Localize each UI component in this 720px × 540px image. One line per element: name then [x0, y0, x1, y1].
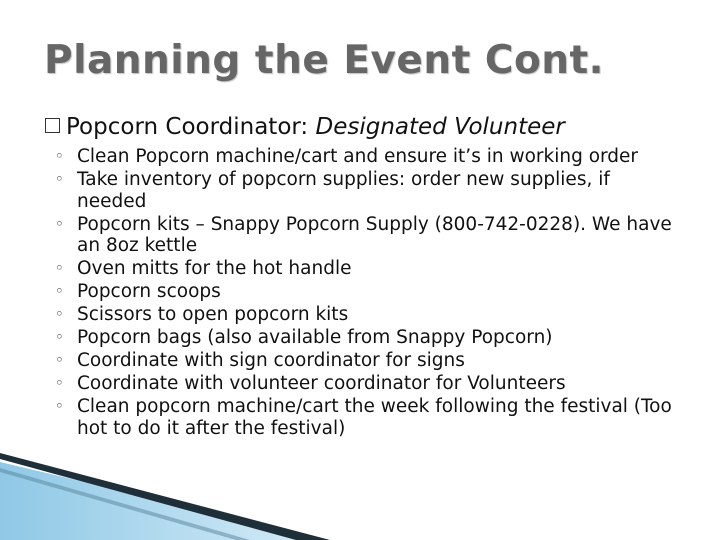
task-list — [55, 146, 675, 441]
list-item-text: Coordinate with sign coordinator for signs — [77, 350, 465, 371]
list-item-text: Popcorn bags (also available from Snappy Popcorn) — [77, 327, 553, 348]
list-item-text: Coordinate with volunteer coordinator for Volunteers — [77, 373, 566, 394]
circle-bullet-icon: ◦ — [55, 305, 64, 323]
circle-bullet-icon: ◦ — [55, 147, 64, 165]
list-item — [55, 396, 675, 439]
list-item-text: Clean Popcorn machine/cart and ensure it’s in working order — [77, 146, 639, 167]
list-item — [55, 350, 675, 372]
circle-bullet-icon: ◦ — [55, 397, 64, 415]
list-item-text: Oven mitts for the hot handle — [77, 258, 352, 279]
circle-bullet-icon: ◦ — [55, 374, 64, 392]
circle-bullet-icon: ◦ — [55, 170, 64, 188]
list-item — [55, 327, 675, 349]
main-bullet-label: Popcorn Coordinator: — [66, 114, 309, 140]
list-item — [55, 169, 675, 212]
list-item — [55, 146, 675, 168]
list-item — [55, 281, 675, 303]
circle-bullet-icon: ◦ — [55, 351, 64, 369]
square-bullet-icon — [45, 118, 60, 133]
circle-bullet-icon: ◦ — [55, 259, 64, 277]
list-item-text: Scissors to open popcorn kits — [77, 304, 349, 325]
circle-bullet-icon: ◦ — [55, 282, 64, 300]
list-item — [55, 258, 675, 280]
circle-bullet-icon: ◦ — [55, 214, 64, 233]
list-item — [55, 373, 675, 395]
list-item — [55, 214, 675, 257]
list-item-text: Popcorn scoops — [77, 281, 221, 302]
list-item — [55, 304, 675, 326]
list-item-text: Popcorn kits – Snappy Popcorn Supply (800-742-0228). We have an 8oz kettle — [77, 213, 672, 256]
main-bullet-role: Designated Volunteer — [315, 114, 565, 140]
list-item-text: Clean popcorn machine/cart the week following the festival (Too hot to do it after the festival) — [77, 396, 672, 439]
circle-bullet-icon: ◦ — [55, 328, 64, 346]
list-item-text: Take inventory of popcorn supplies: order new supplies, if needed — [77, 169, 610, 212]
main-bullet — [45, 112, 685, 142]
slide-title: Planning the Event Cont. — [44, 38, 604, 83]
